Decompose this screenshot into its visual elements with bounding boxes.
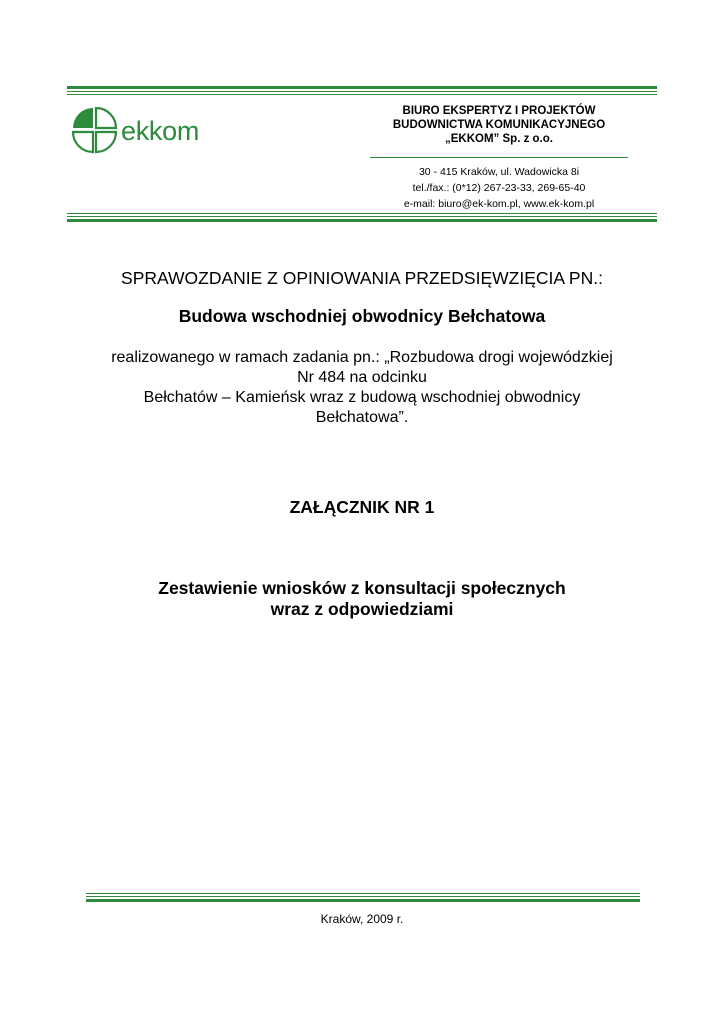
contact-block <box>370 164 628 212</box>
attachment-label: ZAŁĄCZNIK NR 1 <box>289 497 435 517</box>
clover-logo-icon <box>69 104 119 156</box>
company-divider <box>370 157 628 158</box>
context-line: Bełchatów – Kamieńsk wraz z budową wschodniej obwodnicy <box>143 389 581 406</box>
company-name-block <box>370 104 628 146</box>
company-name-line: „EKKOM” Sp. z o.o. <box>445 133 553 145</box>
context-line: Nr 484 na odcinku <box>297 369 427 386</box>
report-title: SPRAWOZDANIE Z OPINIOWANIA PRZEDSIĘWZIĘCIA PN.: <box>121 268 603 288</box>
attachment-description-line: Zestawienie wniosków z konsultacji społecznych <box>158 578 566 598</box>
project-name: Budowa wschodniej obwodnicy Bełchatowa <box>178 306 546 326</box>
place-date: Kraków, 2009 r. <box>320 912 404 926</box>
email-web-line: e-mail: biuro@ek-kom.pl, www.ek-kom.pl <box>403 198 595 210</box>
company-name-line: BUDOWNICTWA KOMUNIKACYJNEGO <box>392 119 606 131</box>
footer-rule <box>86 893 640 902</box>
context-line: Bełchatowa”. <box>315 409 409 426</box>
address-line: 30 - 415 Kraków, ul. Wadowicka 8i <box>418 166 580 178</box>
attachment-description-line: wraz z odpowiedziami <box>270 599 454 619</box>
context-line: realizowanego w ramach zadania pn.: „Rozbudowa drogi wojewódzkiej <box>111 349 613 366</box>
header-top-rule <box>67 86 657 95</box>
attachment-description <box>0 578 724 620</box>
logo-text: ekkom <box>121 116 200 146</box>
header-bottom-rule <box>67 213 657 222</box>
company-name-line: BIURO EKSPERTYZ I PROJEKTÓW <box>402 105 596 117</box>
company-logo <box>69 104 219 156</box>
phone-line: tel./fax.: (0*12) 267-23-33, 269-65-40 <box>412 182 586 194</box>
project-context <box>90 348 634 428</box>
